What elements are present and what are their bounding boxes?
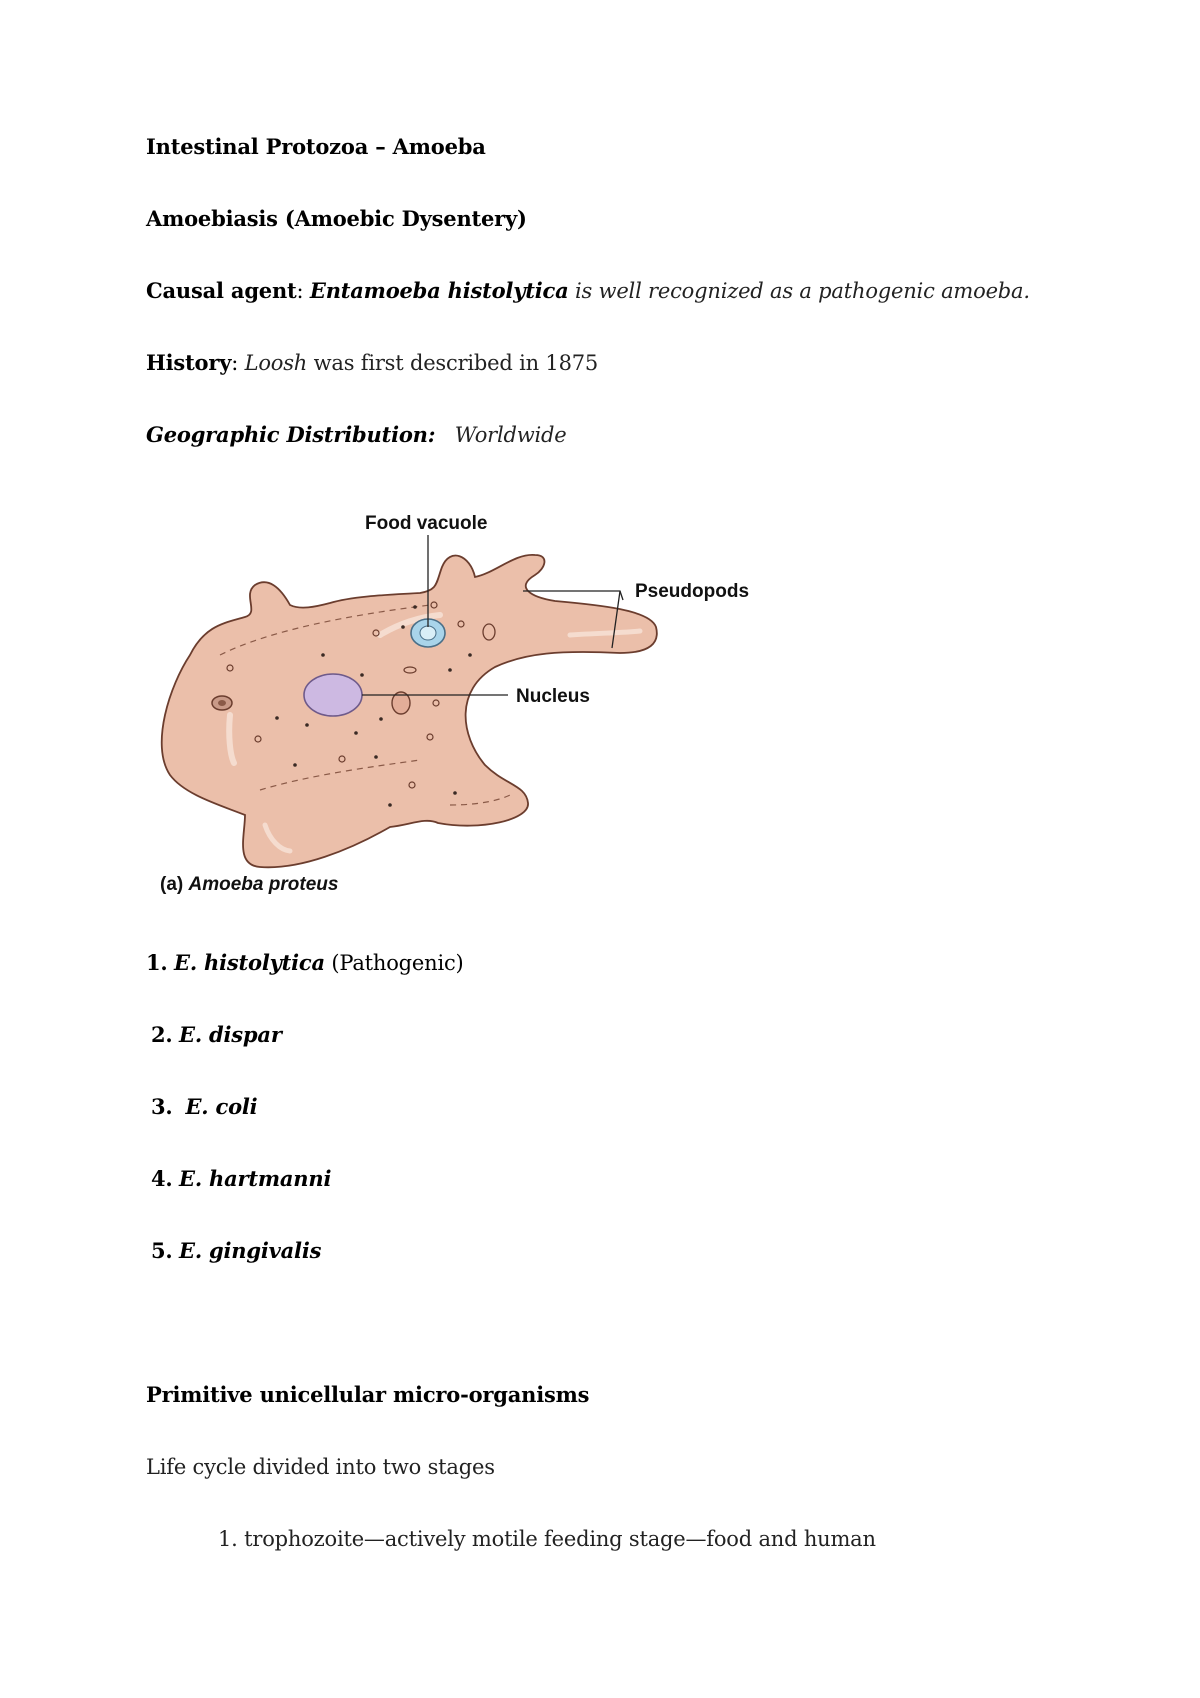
disease-heading: Amoebiasis (Amoebic Dysentery) [146, 206, 527, 231]
geo-line [146, 421, 567, 449]
species-item-1: 1. E. histolytica (Pathogenic) [146, 950, 464, 975]
species-item-5: 5. E. gingivalis [151, 1238, 322, 1263]
stage-1-text: 1. trophozoite—actively motile feeding stage—food and human [218, 1527, 876, 1551]
food-vacuole-label: Food vacuole [365, 513, 488, 534]
amoeba-cell-body [162, 555, 657, 867]
causal-organism: Entamoeba histolytica [309, 278, 569, 303]
amoeba-diagram [150, 505, 780, 905]
species-item-3: 3. E. coli [151, 1094, 258, 1119]
geo-value: Worldwide [454, 423, 567, 447]
pseudopods-label: Pseudopods [635, 581, 750, 602]
species-item-4: 4. E. hartmanni [151, 1166, 332, 1191]
amoeba-figure [150, 505, 780, 905]
history-name: Loosh [244, 351, 308, 375]
causal-label: Causal agent [146, 278, 297, 303]
nucleus-shape [304, 674, 362, 716]
causal-agent-line: Causal agent: Entamoeba histolytica is well recognized as a pathogenic amoeba. [146, 278, 1030, 303]
document-title: Intestinal Protozoa – Amoeba [146, 134, 486, 159]
figure-caption: (a) Amoeba proteus [160, 874, 339, 895]
history-label: History [146, 350, 232, 375]
section-heading: Primitive unicellular micro-organisms [146, 1382, 590, 1407]
history-line: History: Loosh was first described in 1875 [146, 350, 599, 375]
species-item-2: 2. E. dispar [151, 1022, 282, 1047]
lifecycle-text: Life cycle divided into two stages [146, 1455, 495, 1479]
geo-label: Geographic Distribution: [146, 422, 436, 447]
nucleus-label: Nucleus [516, 686, 590, 707]
